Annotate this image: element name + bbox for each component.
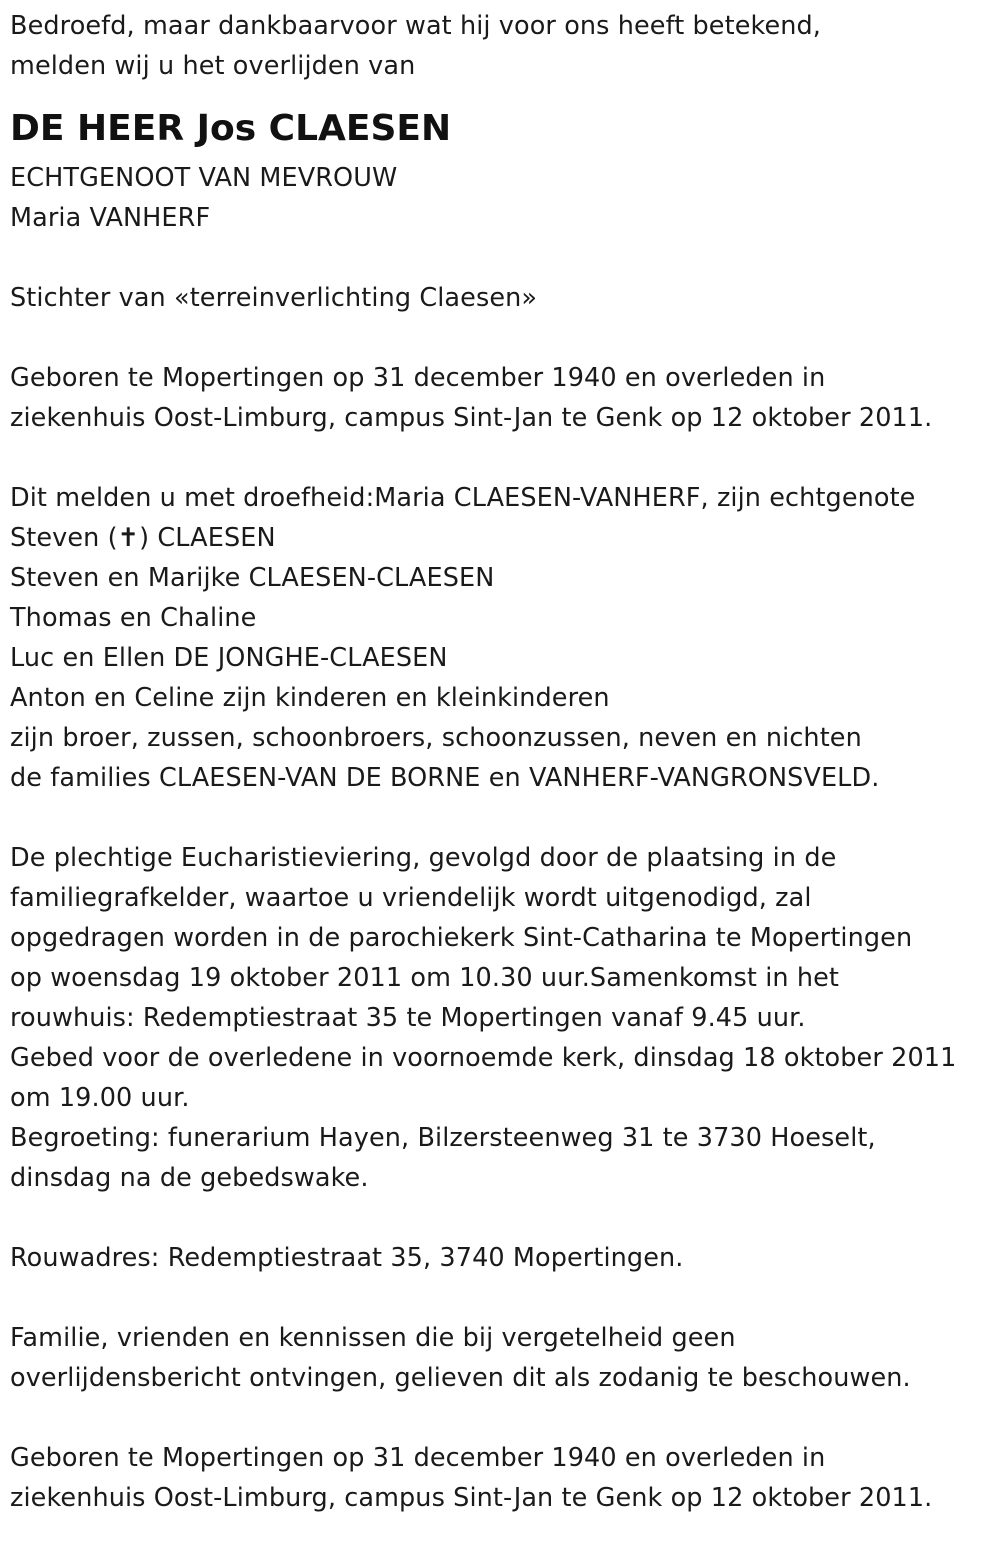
- intro-line: melden wij u het overlijden van: [10, 51, 416, 81]
- spacer: [10, 1278, 995, 1318]
- family-line: zijn broer, zussen, schoonbroers, schoonzussen, neven en nichten: [10, 723, 862, 753]
- family-line: Luc en Ellen DE JONGHE-CLAESEN: [10, 643, 448, 673]
- spacer: [10, 1198, 995, 1238]
- spouse-section: [10, 158, 995, 238]
- notice-section: [10, 1318, 995, 1398]
- notice-line: overlijdensbericht ontvingen, gelieven dit als zodanig te beschouwen.: [10, 1363, 911, 1393]
- family-line: Anton en Celine zijn kinderen en kleinkinderen: [10, 683, 610, 713]
- family-line: Dit melden u met droefheid:Maria CLAESEN-VANHERF, zijn echtgenote: [10, 483, 916, 513]
- ceremony-line: rouwhuis: Redemptiestraat 35 te Mopertingen vanaf 9.45 uur.: [10, 1003, 806, 1033]
- ceremony-line: op woensdag 19 oktober 2011 om 10.30 uur.Samenkomst in het: [10, 963, 839, 993]
- birth-death-line: ziekenhuis Oost-Limburg, campus Sint-Jan te Genk op 12 oktober 2011.: [10, 403, 933, 433]
- spouse-line: ECHTGENOOT VAN MEVROUW: [10, 163, 398, 193]
- spacer: [10, 438, 995, 478]
- ceremony-line: opgedragen worden in de parochiekerk Sint-Catharina te Mopertingen: [10, 923, 913, 953]
- ceremony-line: Gebed voor de overledene in voornoemde kerk, dinsdag 18 oktober 2011: [10, 1043, 957, 1073]
- birth-death-line: ziekenhuis Oost-Limburg, campus Sint-Jan te Genk op 12 oktober 2011.: [10, 1483, 933, 1513]
- ceremony-line: familiegrafkelder, waartoe u vriendelijk wordt uitgenodigd, zal: [10, 883, 812, 913]
- spouse-line: Maria VANHERF: [10, 203, 211, 233]
- ceremony-line: Begroeting: funerarium Hayen, Bilzersteenweg 31 te 3730 Hoeselt,: [10, 1123, 876, 1153]
- spacer: [10, 1398, 995, 1438]
- mourning-address-line: Rouwadres: Redemptiestraat 35, 3740 Mopertingen.: [10, 1243, 684, 1273]
- birth-death-section: [10, 358, 995, 438]
- intro-section: [10, 6, 995, 86]
- birth-death-repeat-section: [10, 1438, 995, 1518]
- birth-death-line: Geboren te Mopertingen op 31 december 1940 en overleden in: [10, 363, 826, 393]
- notice-line: Familie, vrienden en kennissen die bij vergetelheid geen: [10, 1323, 736, 1353]
- family-line: Thomas en Chaline: [10, 603, 257, 633]
- founder-line: Stichter van «terreinverlichting Claesen»: [10, 283, 538, 313]
- ceremony-line: dinsdag na de gebedswake.: [10, 1163, 369, 1193]
- obituary-document: [10, 6, 995, 1518]
- spacer: [10, 798, 995, 838]
- family-line: Steven en Marijke CLAESEN-CLAESEN: [10, 563, 495, 593]
- ceremony-line: om 19.00 uur.: [10, 1083, 190, 1113]
- spacer: [10, 238, 995, 278]
- family-line: Steven (✝) CLAESEN: [10, 523, 276, 553]
- birth-death-line: Geboren te Mopertingen op 31 december 1940 en overleden in: [10, 1443, 826, 1473]
- deceased-name-heading: DE HEER Jos CLAESEN: [10, 108, 452, 149]
- spacer: [10, 318, 995, 358]
- ceremony-line: De plechtige Eucharistieviering, gevolgd door de plaatsing in de: [10, 843, 837, 873]
- family-section: [10, 478, 995, 798]
- intro-line: Bedroefd, maar dankbaarvoor wat hij voor ons heeft betekend,: [10, 11, 821, 41]
- family-line: de families CLAESEN-VAN DE BORNE en VANHERF-VANGRONSVELD.: [10, 763, 880, 793]
- ceremony-section: [10, 838, 995, 1198]
